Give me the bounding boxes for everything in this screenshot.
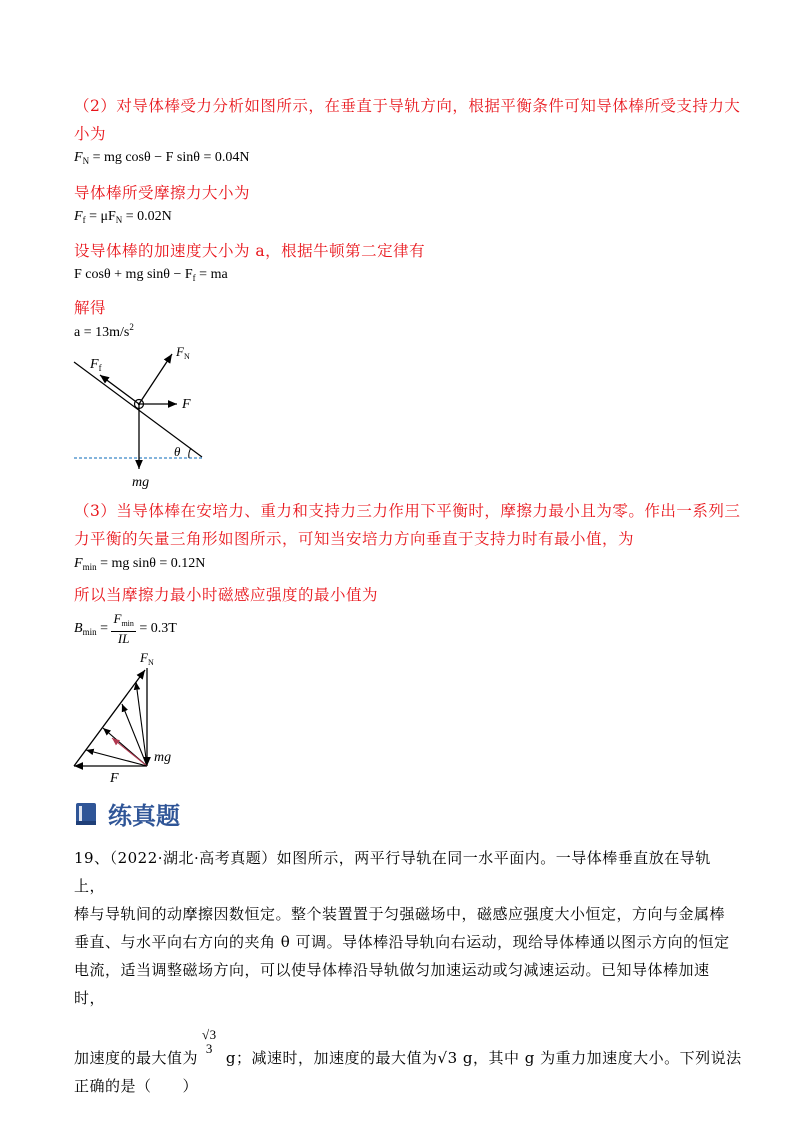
formula-newton: F cosθ + mg $\sin\theta - F_f$ = ma <box>74 267 228 283</box>
section-heading <box>74 796 180 831</box>
label-F: F <box>182 397 191 412</box>
force-diagram-incline <box>60 340 220 492</box>
formula-normal-force: $F_N$ = mg cosθ − F sinθ = 0.04N <box>74 150 250 166</box>
label-Ff: $F_f$ <box>90 357 102 373</box>
q19-line-5: 加速度的最大值为 √3 3 g；减速时，加速度的最大值为√3 g，其中 g 为重力加速度大小。下列说法 <box>74 1027 742 1067</box>
p3-line-3: 所以当摩擦力最小时磁感应强度的最小值为 <box>74 586 379 604</box>
label2-FN: $F_N$ <box>140 650 154 667</box>
label-FN: $F_N$ <box>176 344 190 361</box>
p2-line-5: 解得 <box>74 299 107 317</box>
formula-min-force: $F_{min}$ = mg sinθ = 0.12N <box>74 556 206 572</box>
p2-line-2: 小为 <box>74 125 107 143</box>
FN-vector <box>74 670 145 766</box>
label2-F: F <box>110 771 119 786</box>
label-mg: mg <box>132 475 150 490</box>
section-title: 练真题 <box>108 802 180 830</box>
q19-line-6: 正确的是（ ） <box>74 1077 199 1095</box>
q19-line-1: 19、（2022·湖北·高考真题）如图所示，两平行导轨在同一水平面内。一导体棒垂直放在导轨上， <box>74 849 711 895</box>
formula-min-field: $B_{min}$ = $\frac{F_{min}}{IL}$ = 0.3T <box>74 611 177 646</box>
normal-force-arrow <box>139 354 172 404</box>
q19-line-4: 电流，适当调整磁场方向，可以使导体棒沿导轨做匀加速运动或匀减速运动。已知导体棒加速时， <box>74 961 710 1007</box>
label-theta: θ <box>174 444 181 459</box>
formula-friction: $F_f = \mu F_N = 0.02N$ <box>74 209 172 225</box>
p3-line-1: （3）当导体棒在安培力、重力和支持力三力作用下平衡时，摩擦力最小且为零。作出一系列三 <box>74 502 741 520</box>
p2-line-1: （2）对导体棒受力分析如图所示，在垂直于导轨方向，根据平衡条件可知导体棒所受支持力大 <box>74 97 741 115</box>
question-19 <box>74 844 740 1100</box>
formula-acceleration: $a = 13m/s^2$ <box>74 322 134 340</box>
q19-line-2: 棒与导轨间的动摩擦因数恒定。整个装置置于匀强磁场中，磁感应强度大小恒定，方向与金属棒 <box>74 905 726 923</box>
theta-arc <box>189 448 191 458</box>
friction-arrow <box>100 375 139 404</box>
label2-mg: mg <box>154 750 172 765</box>
p2-line-3: 导体棒所受摩擦力大小为 <box>74 184 251 202</box>
vector-triangle-diagram <box>60 648 190 786</box>
p2-line-4: 设导体棒的加速度大小为 a，根据牛顿第二定律有 <box>74 242 426 260</box>
q19-fraction: √3 3 <box>202 1027 217 1056</box>
q19-line-3: 垂直、与水平向右方向的夹角 θ 可调。导体棒沿导轨向右运动，现给导体棒通以图示方向的恒定 <box>74 933 730 951</box>
p3-line-2: 力平衡的矢量三角形如图所示，可知当安培力方向垂直于支持力时有最小值，为 <box>74 530 635 548</box>
book-icon <box>74 801 100 827</box>
